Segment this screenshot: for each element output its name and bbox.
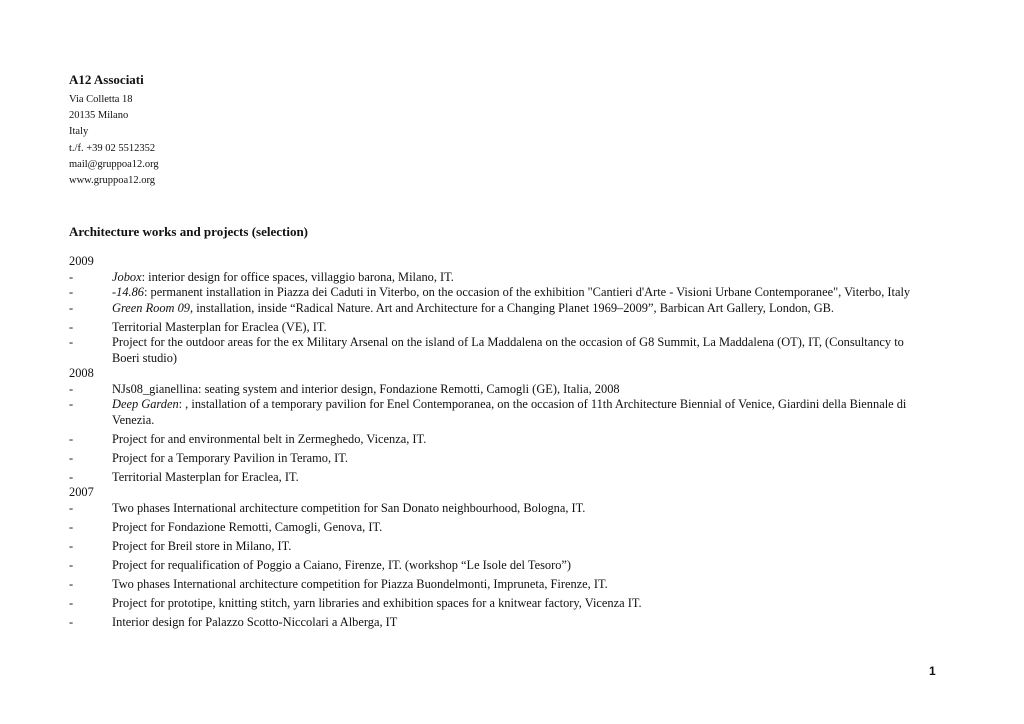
works-list <box>69 254 929 630</box>
project-title: -14.86 <box>112 285 145 299</box>
item-text <box>112 615 929 631</box>
list-item <box>69 285 929 301</box>
list-item <box>69 501 929 517</box>
page-number: 1 <box>929 664 936 678</box>
item-description: Project for the outdoor areas for the ex Military Arsenal on the island of La Maddalena on the occasion of G8 Summit, La Maddalena (OT), IT, (Consultancy to Boeri studio) <box>112 335 904 365</box>
bullet-dash: - <box>69 397 74 411</box>
bullet-dash: - <box>69 269 74 284</box>
year-heading: 2009 <box>69 254 94 268</box>
list-item <box>69 577 929 593</box>
item-description: Interior design for Palazzo Scotto-Niccolari a Alberga, IT <box>112 614 398 629</box>
list-item <box>69 470 929 486</box>
item-text <box>112 432 929 448</box>
bullet-dash: - <box>69 538 74 553</box>
address-line: Italy <box>69 126 89 138</box>
item-description: : , installation of a temporary pavilion for Enel Contemporanea, on the occasion of 11th Architecture Biennial of Venice, Giardini della Biennale di Venezia. <box>112 397 907 427</box>
item-text <box>112 596 929 612</box>
item-text <box>112 270 929 286</box>
project-title: Jobox <box>112 269 142 284</box>
item-text <box>112 451 929 467</box>
item-text <box>112 539 929 555</box>
item-text <box>112 577 929 593</box>
section-title: Architecture works and projects (selection) <box>69 224 309 239</box>
item-description: : interior design for office spaces, villaggio barona, Milano, IT. <box>141 269 454 284</box>
bullet-dash: - <box>69 381 74 396</box>
item-description: Project for requalification of Poggio a Caiano, Firenze, IT. (workshop “Le Isole del Tesoro”) <box>112 557 572 572</box>
bullet-dash: - <box>69 319 74 334</box>
list-item <box>69 596 929 612</box>
bullet-dash: - <box>69 500 74 515</box>
bullet-dash: - <box>69 614 74 629</box>
bullet-dash: - <box>69 576 74 591</box>
year-heading: 2008 <box>69 366 94 380</box>
email-line: mail@gruppoa12.org <box>69 158 159 170</box>
item-description: , installation, inside “Radical Nature. Art and Architecture for a Changing Planet 1969–2009”, Barbican Art Gallery, London, GB. <box>190 300 835 315</box>
item-description: : permanent installation in Piazza dei Caduti in Viterbo, on the occasion of the exhibition "Cantieri d'Arte - Visioni Urbane Contemporanee", Viterbo, Italy <box>144 285 911 299</box>
list-item <box>69 615 929 631</box>
bullet-dash: - <box>69 285 74 299</box>
item-text <box>112 301 929 317</box>
item-description: Project for and environmental belt in Zermeghedo, Vicenza, IT. <box>112 431 427 446</box>
list-item <box>69 520 929 536</box>
item-text <box>112 501 929 517</box>
list-item <box>69 432 929 448</box>
item-text <box>112 285 929 301</box>
list-item <box>69 335 929 366</box>
company-header <box>69 71 159 189</box>
bullet-dash: - <box>69 557 74 572</box>
bullet-dash: - <box>69 519 74 534</box>
bullet-dash: - <box>69 431 74 446</box>
project-title: Deep Garden <box>112 397 179 411</box>
list-item <box>69 301 929 317</box>
bullet-dash: - <box>69 469 74 484</box>
item-description: Territorial Masterplan for Eraclea (VE), IT. <box>112 319 327 334</box>
list-item <box>69 539 929 555</box>
item-text <box>112 382 929 398</box>
item-text <box>112 470 929 486</box>
bullet-dash: - <box>69 300 74 315</box>
list-item <box>69 382 929 398</box>
item-text <box>112 320 929 336</box>
year-heading: 2007 <box>69 485 94 499</box>
bullet-dash: - <box>69 450 74 465</box>
list-item <box>69 451 929 467</box>
bullet-dash: - <box>69 595 74 610</box>
phone-line: t./f. +39 02 5512352 <box>69 142 156 154</box>
item-description: Project for Breil store in Milano, IT. <box>112 538 292 553</box>
item-description: Project for Fondazione Remotti, Camogli, Genova, IT. <box>112 519 383 534</box>
item-description: Two phases International architecture competition for Piazza Buondelmonti, Impruneta, Firenze, IT. <box>112 576 608 591</box>
item-text <box>112 520 929 536</box>
list-item <box>69 270 929 286</box>
item-text <box>112 335 929 366</box>
list-item <box>69 558 929 574</box>
address-line: Via Colletta 18 <box>69 94 133 105</box>
company-name: A12 Associati <box>69 72 144 87</box>
item-description: Project for prototipe, knitting stitch, yarn libraries and exhibition spaces for a knitwear factory, Vicenza IT. <box>112 595 642 610</box>
list-item <box>69 397 929 428</box>
item-description: NJs08_gianellina: seating system and interior design, Fondazione Remotti, Camogli (GE), Italia, 2008 <box>112 381 620 396</box>
list-item <box>69 320 929 336</box>
bullet-dash: - <box>69 335 74 349</box>
item-text <box>112 397 929 428</box>
item-description: Two phases International architecture competition for San Donato neighbourhood, Bologna, IT. <box>112 500 586 515</box>
address-line: 20135 Milano <box>69 110 129 122</box>
project-title: Green Room 09 <box>112 300 190 315</box>
item-description: Project for a Temporary Pavilion in Teramo, IT. <box>112 450 349 465</box>
item-description: Territorial Masterplan for Eraclea, IT. <box>112 469 299 484</box>
website-line: www.gruppoa12.org <box>69 175 156 187</box>
item-text <box>112 558 929 574</box>
